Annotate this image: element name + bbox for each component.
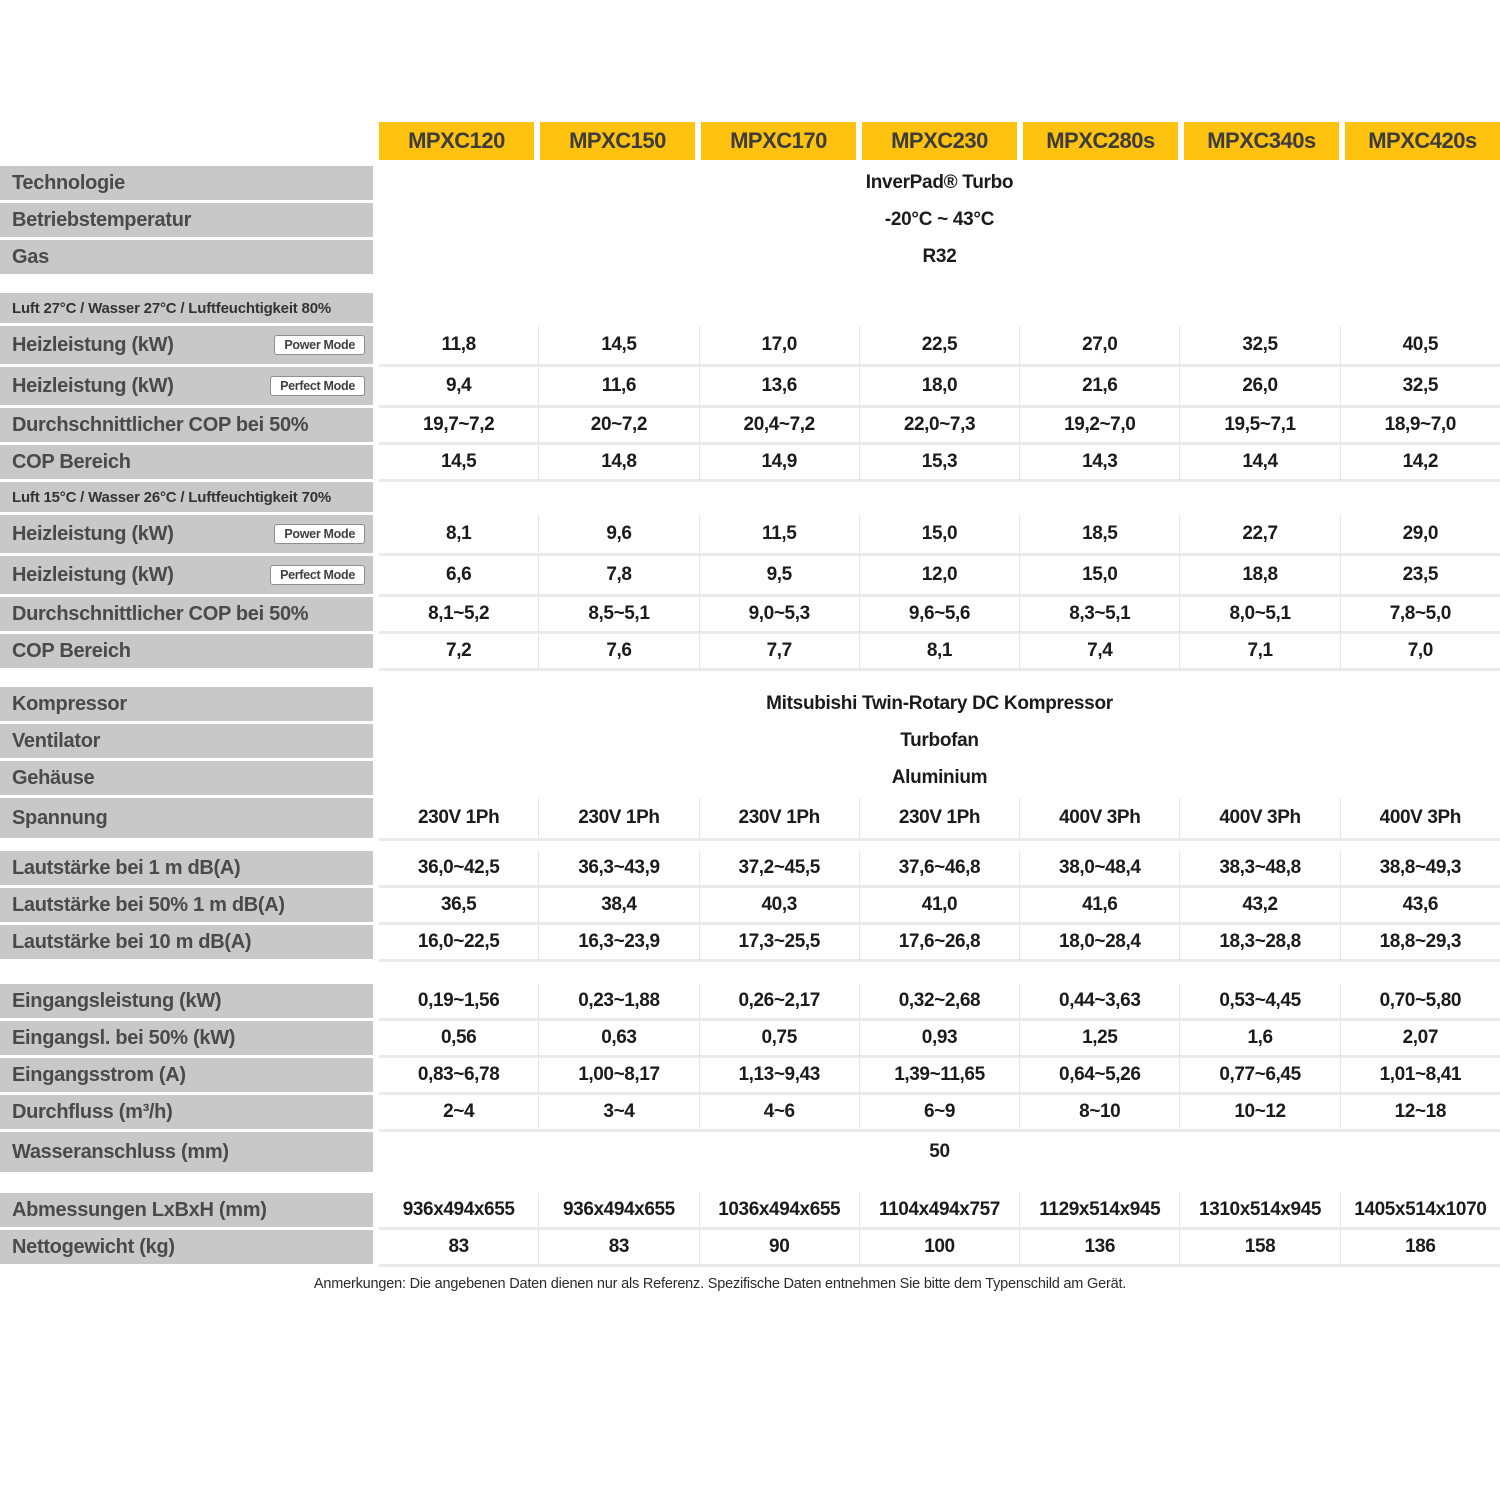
row-label bbox=[0, 166, 373, 200]
spec-value: 41,6 bbox=[1019, 888, 1179, 922]
value-cells bbox=[379, 925, 1500, 959]
column-header: MPXC340s bbox=[1184, 122, 1339, 160]
spec-value: 0,19~1,56 bbox=[379, 984, 538, 1018]
row-label-text: Heizleistung (kW) bbox=[12, 522, 174, 545]
spec-value: 90 bbox=[699, 1230, 859, 1264]
spec-value: 32,5 bbox=[1340, 367, 1500, 405]
column-header: MPXC170 bbox=[701, 122, 856, 160]
row-label bbox=[0, 984, 373, 1018]
row-label-text: COP Bereich bbox=[12, 639, 131, 662]
spec-value: 1310x514x945 bbox=[1179, 1193, 1339, 1227]
row-label-text: Luft 15°C / Wasser 26°C / Luftfeuchtigkeit 70% bbox=[12, 488, 331, 506]
spec-value: 18,0~28,4 bbox=[1019, 925, 1179, 959]
spec-value: 32,5 bbox=[1179, 326, 1339, 364]
spec-value: 400V 3Ph bbox=[1019, 798, 1179, 838]
table-row bbox=[0, 634, 1500, 668]
spec-value: 15,3 bbox=[859, 445, 1019, 479]
row-label-text: COP Bereich bbox=[12, 450, 131, 473]
row-label bbox=[0, 761, 373, 795]
row-label-text: Abmessungen LxBxH (mm) bbox=[12, 1198, 267, 1221]
spec-value: 8,1 bbox=[379, 515, 538, 553]
spec-value: 7,0 bbox=[1340, 634, 1500, 668]
table-row bbox=[0, 367, 1500, 405]
row-label-text: Eingangsl. bei 50% (kW) bbox=[12, 1026, 236, 1049]
value-cells bbox=[379, 634, 1500, 668]
spec-value: 8,5~5,1 bbox=[538, 597, 698, 631]
table-row bbox=[0, 888, 1500, 922]
value-cells bbox=[379, 408, 1500, 442]
value-cells bbox=[379, 445, 1500, 479]
spec-value: 8,0~5,1 bbox=[1179, 597, 1339, 631]
table-row bbox=[0, 1193, 1500, 1227]
spec-value: 1,39~11,65 bbox=[859, 1058, 1019, 1092]
spec-value: 43,6 bbox=[1340, 888, 1500, 922]
spec-value: 0,64~5,26 bbox=[1019, 1058, 1179, 1092]
spanning-value: 50 bbox=[379, 1132, 1500, 1172]
row-label-text: Technologie bbox=[12, 171, 125, 194]
spec-value: 0,77~6,45 bbox=[1179, 1058, 1339, 1092]
section-gap bbox=[0, 277, 1500, 293]
table-row bbox=[0, 408, 1500, 442]
spec-value: 100 bbox=[859, 1230, 1019, 1264]
value-cells bbox=[379, 556, 1500, 594]
spanning-value: -20°C ~ 43°C bbox=[379, 203, 1500, 237]
spec-value: 14,4 bbox=[1179, 445, 1339, 479]
table-row bbox=[0, 851, 1500, 885]
table-row bbox=[0, 925, 1500, 959]
spec-value: 21,6 bbox=[1019, 367, 1179, 405]
spec-value: 0,63 bbox=[538, 1021, 698, 1055]
spec-value: 8~10 bbox=[1019, 1095, 1179, 1129]
column-header: MPXC150 bbox=[540, 122, 695, 160]
spec-value: 0,26~2,17 bbox=[699, 984, 859, 1018]
spec-value: 400V 3Ph bbox=[1179, 798, 1339, 838]
spec-value: 40,5 bbox=[1340, 326, 1500, 364]
section-gap bbox=[0, 1175, 1500, 1193]
table-row bbox=[0, 1095, 1500, 1129]
spec-value: 14,3 bbox=[1019, 445, 1179, 479]
mode-badge: Perfect Mode bbox=[270, 565, 365, 586]
spec-table bbox=[0, 122, 1500, 1292]
spec-value: 18,5 bbox=[1019, 515, 1179, 553]
spec-value: 36,5 bbox=[379, 888, 538, 922]
row-label bbox=[0, 515, 373, 553]
spec-value: 14,9 bbox=[699, 445, 859, 479]
spec-value: 9,6 bbox=[538, 515, 698, 553]
spec-value: 83 bbox=[538, 1230, 698, 1264]
spec-value: 0,53~4,45 bbox=[1179, 984, 1339, 1018]
spec-value: 20,4~7,2 bbox=[699, 408, 859, 442]
row-label bbox=[0, 445, 373, 479]
spec-value: 16,3~23,9 bbox=[538, 925, 698, 959]
row-label bbox=[0, 367, 373, 405]
table-row bbox=[0, 1021, 1500, 1055]
row-label-text: Lautstärke bei 50% 1 m dB(A) bbox=[12, 893, 285, 916]
table-row bbox=[0, 445, 1500, 479]
table-row bbox=[0, 1132, 1500, 1172]
spec-value: 19,2~7,0 bbox=[1019, 408, 1179, 442]
table-row bbox=[0, 556, 1500, 594]
spec-value: 1,01~8,41 bbox=[1340, 1058, 1500, 1092]
spec-value: 1036x494x655 bbox=[699, 1193, 859, 1227]
row-label bbox=[0, 687, 373, 721]
row-label bbox=[0, 408, 373, 442]
spec-value: 7,7 bbox=[699, 634, 859, 668]
row-label bbox=[0, 1230, 373, 1264]
value-cells bbox=[379, 984, 1500, 1018]
table-row bbox=[0, 203, 1500, 237]
spec-value: 7,4 bbox=[1019, 634, 1179, 668]
row-label-text: Heizleistung (kW) bbox=[12, 374, 174, 397]
spec-value: 1,00~8,17 bbox=[538, 1058, 698, 1092]
row-label bbox=[0, 1132, 373, 1172]
row-label-text: Ventilator bbox=[12, 729, 101, 752]
table-row bbox=[0, 798, 1500, 838]
spec-value: 18,8~29,3 bbox=[1340, 925, 1500, 959]
spec-value: 13,6 bbox=[699, 367, 859, 405]
spec-value: 230V 1Ph bbox=[538, 798, 698, 838]
spec-value: 41,0 bbox=[859, 888, 1019, 922]
spec-value: 6~9 bbox=[859, 1095, 1019, 1129]
section-gap bbox=[0, 671, 1500, 687]
spec-value: 7,6 bbox=[538, 634, 698, 668]
spanning-value: Turbofan bbox=[379, 724, 1500, 758]
spec-value: 38,0~48,4 bbox=[1019, 851, 1179, 885]
spec-value: 20~7,2 bbox=[538, 408, 698, 442]
spec-value: 14,8 bbox=[538, 445, 698, 479]
table-row bbox=[0, 482, 1500, 512]
spec-value: 38,4 bbox=[538, 888, 698, 922]
column-header: MPXC280s bbox=[1023, 122, 1178, 160]
footnote: Anmerkungen: Die angebenen Daten dienen nur als Referenz. Spezifische Daten entnehmen Sie bitte dem Typenschild am Gerät. bbox=[313, 1276, 1127, 1292]
row-label bbox=[0, 798, 373, 838]
spec-value: 0,93 bbox=[859, 1021, 1019, 1055]
spec-value: 12,0 bbox=[859, 556, 1019, 594]
spec-value: 37,6~46,8 bbox=[859, 851, 1019, 885]
spec-value: 83 bbox=[379, 1230, 538, 1264]
spec-value: 0,56 bbox=[379, 1021, 538, 1055]
row-label-text: Lautstärke bei 10 m dB(A) bbox=[12, 930, 252, 953]
table-row bbox=[0, 687, 1500, 721]
table-row bbox=[0, 597, 1500, 631]
value-cells bbox=[379, 515, 1500, 553]
row-label bbox=[0, 326, 373, 364]
spec-value: 0,83~6,78 bbox=[379, 1058, 538, 1092]
row-label bbox=[0, 1058, 373, 1092]
spec-value: 16,0~22,5 bbox=[379, 925, 538, 959]
spec-value: 40,3 bbox=[699, 888, 859, 922]
spec-value: 400V 3Ph bbox=[1340, 798, 1500, 838]
row-label-text: Heizleistung (kW) bbox=[12, 333, 174, 356]
table-row bbox=[0, 515, 1500, 553]
row-label-text: Luft 27°C / Wasser 27°C / Luftfeuchtigkeit 80% bbox=[12, 299, 331, 317]
table-row bbox=[0, 761, 1500, 795]
spec-table-rows bbox=[0, 166, 1500, 1264]
mode-badge: Power Mode bbox=[274, 335, 365, 356]
spec-value: 186 bbox=[1340, 1230, 1500, 1264]
row-label bbox=[0, 851, 373, 885]
spanning-value: InverPad® Turbo bbox=[379, 166, 1500, 200]
spec-value: 7,1 bbox=[1179, 634, 1339, 668]
spec-value: 0,44~3,63 bbox=[1019, 984, 1179, 1018]
value-cells bbox=[379, 888, 1500, 922]
row-label-text: Betriebstemperatur bbox=[12, 208, 192, 231]
spec-value: 1129x514x945 bbox=[1019, 1193, 1179, 1227]
row-label bbox=[0, 1193, 373, 1227]
spec-value: 1104x494x757 bbox=[859, 1193, 1019, 1227]
row-label bbox=[0, 203, 373, 237]
spec-value: 11,5 bbox=[699, 515, 859, 553]
row-label-text: Lautstärke bei 1 m dB(A) bbox=[12, 856, 241, 879]
spec-value: 2~4 bbox=[379, 1095, 538, 1129]
section-header bbox=[0, 482, 373, 512]
spec-value: 22,7 bbox=[1179, 515, 1339, 553]
spec-value: 43,2 bbox=[1179, 888, 1339, 922]
spec-value: 18,0 bbox=[859, 367, 1019, 405]
spec-value: 936x494x655 bbox=[538, 1193, 698, 1227]
row-label-text: Kompressor bbox=[12, 692, 127, 715]
mode-badge: Perfect Mode bbox=[270, 376, 365, 397]
value-cells bbox=[379, 1021, 1500, 1055]
spec-value: 23,5 bbox=[1340, 556, 1500, 594]
mode-badge: Power Mode bbox=[274, 524, 365, 545]
table-row bbox=[0, 984, 1500, 1018]
value-cells bbox=[379, 1230, 1500, 1264]
row-label bbox=[0, 888, 373, 922]
row-label bbox=[0, 1095, 373, 1129]
spanning-value: Aluminium bbox=[379, 761, 1500, 795]
row-label-text: Wasseranschluss (mm) bbox=[12, 1140, 229, 1163]
spec-value: 14,5 bbox=[538, 326, 698, 364]
value-cells bbox=[379, 1095, 1500, 1129]
spec-value: 0,75 bbox=[699, 1021, 859, 1055]
spec-value: 7,8 bbox=[538, 556, 698, 594]
spec-value: 29,0 bbox=[1340, 515, 1500, 553]
row-label-text: Durchfluss (m³/h) bbox=[12, 1100, 173, 1123]
column-header: MPXC420s bbox=[1345, 122, 1500, 160]
spec-value: 7,2 bbox=[379, 634, 538, 668]
spec-value: 14,2 bbox=[1340, 445, 1500, 479]
spec-value: 9,5 bbox=[699, 556, 859, 594]
spec-value: 9,0~5,3 bbox=[699, 597, 859, 631]
row-label bbox=[0, 925, 373, 959]
spec-value: 27,0 bbox=[1019, 326, 1179, 364]
row-label-text: Heizleistung (kW) bbox=[12, 563, 174, 586]
spec-value: 8,1~5,2 bbox=[379, 597, 538, 631]
section-gap bbox=[0, 841, 1500, 851]
row-label-text: Eingangsstrom (A) bbox=[12, 1063, 186, 1086]
section-header bbox=[0, 293, 373, 323]
table-row bbox=[0, 1230, 1500, 1264]
value-cells bbox=[379, 367, 1500, 405]
spec-value: 8,3~5,1 bbox=[1019, 597, 1179, 631]
spec-value: 19,5~7,1 bbox=[1179, 408, 1339, 442]
column-header: MPXC230 bbox=[862, 122, 1017, 160]
spanning-value: Mitsubishi Twin-Rotary DC Kompressor bbox=[379, 687, 1500, 721]
row-label bbox=[0, 597, 373, 631]
row-label bbox=[0, 240, 373, 274]
spec-value: 136 bbox=[1019, 1230, 1179, 1264]
value-cells bbox=[379, 1193, 1500, 1227]
spec-value: 17,0 bbox=[699, 326, 859, 364]
spec-value: 230V 1Ph bbox=[379, 798, 538, 838]
spec-value: 230V 1Ph bbox=[699, 798, 859, 838]
spec-value: 22,5 bbox=[859, 326, 1019, 364]
row-label bbox=[0, 556, 373, 594]
spec-value: 15,0 bbox=[859, 515, 1019, 553]
spec-value: 18,9~7,0 bbox=[1340, 408, 1500, 442]
spec-value: 4~6 bbox=[699, 1095, 859, 1129]
table-row bbox=[0, 326, 1500, 364]
spec-value: 19,7~7,2 bbox=[379, 408, 538, 442]
spec-value: 3~4 bbox=[538, 1095, 698, 1129]
row-label bbox=[0, 634, 373, 668]
row-label-text: Durchschnittlicher COP bei 50% bbox=[12, 413, 309, 436]
spec-value: 8,1 bbox=[859, 634, 1019, 668]
spec-value: 0,70~5,80 bbox=[1340, 984, 1500, 1018]
row-label-text: Eingangsleistung (kW) bbox=[12, 989, 222, 1012]
table-row bbox=[0, 166, 1500, 200]
spec-value: 38,3~48,8 bbox=[1179, 851, 1339, 885]
spec-value: 38,8~49,3 bbox=[1340, 851, 1500, 885]
section-gap bbox=[0, 962, 1500, 984]
table-row bbox=[0, 240, 1500, 274]
spec-value: 7,8~5,0 bbox=[1340, 597, 1500, 631]
value-cells bbox=[379, 597, 1500, 631]
row-label bbox=[0, 1021, 373, 1055]
spec-value: 12~18 bbox=[1340, 1095, 1500, 1129]
column-header-row bbox=[0, 122, 1500, 160]
spec-value: 17,6~26,8 bbox=[859, 925, 1019, 959]
spec-value: 1405x514x1070 bbox=[1340, 1193, 1500, 1227]
spec-value: 230V 1Ph bbox=[859, 798, 1019, 838]
spec-value: 36,3~43,9 bbox=[538, 851, 698, 885]
spec-value: 2,07 bbox=[1340, 1021, 1500, 1055]
spec-value: 158 bbox=[1179, 1230, 1339, 1264]
spec-value: 0,23~1,88 bbox=[538, 984, 698, 1018]
spec-value: 26,0 bbox=[1179, 367, 1339, 405]
value-cells bbox=[379, 798, 1500, 838]
table-row bbox=[0, 724, 1500, 758]
spec-value: 14,5 bbox=[379, 445, 538, 479]
spec-value: 18,3~28,8 bbox=[1179, 925, 1339, 959]
spec-value: 1,25 bbox=[1019, 1021, 1179, 1055]
header-label-spacer bbox=[0, 122, 373, 160]
spec-value: 9,4 bbox=[379, 367, 538, 405]
row-label-text: Gehäuse bbox=[12, 766, 95, 789]
row-label-text: Durchschnittlicher COP bei 50% bbox=[12, 602, 309, 625]
spec-value: 22,0~7,3 bbox=[859, 408, 1019, 442]
value-cells bbox=[379, 851, 1500, 885]
row-label bbox=[0, 724, 373, 758]
table-row bbox=[0, 1058, 1500, 1092]
spec-value: 9,6~5,6 bbox=[859, 597, 1019, 631]
spanning-value: R32 bbox=[379, 240, 1500, 274]
column-header: MPXC120 bbox=[379, 122, 534, 160]
spec-value: 10~12 bbox=[1179, 1095, 1339, 1129]
spec-value: 1,13~9,43 bbox=[699, 1058, 859, 1092]
spec-value: 18,8 bbox=[1179, 556, 1339, 594]
value-cells bbox=[379, 1058, 1500, 1092]
spec-value: 11,8 bbox=[379, 326, 538, 364]
spec-value: 936x494x655 bbox=[379, 1193, 538, 1227]
table-row bbox=[0, 293, 1500, 323]
row-label-text: Spannung bbox=[12, 806, 108, 829]
spec-value: 6,6 bbox=[379, 556, 538, 594]
spec-value: 17,3~25,5 bbox=[699, 925, 859, 959]
spec-value: 1,6 bbox=[1179, 1021, 1339, 1055]
row-label-text: Nettogewicht (kg) bbox=[12, 1235, 175, 1258]
spec-value: 37,2~45,5 bbox=[699, 851, 859, 885]
row-label-text: Gas bbox=[12, 245, 49, 268]
spec-value: 36,0~42,5 bbox=[379, 851, 538, 885]
spec-value: 15,0 bbox=[1019, 556, 1179, 594]
spec-value: 11,6 bbox=[538, 367, 698, 405]
value-cells bbox=[379, 326, 1500, 364]
spec-value: 0,32~2,68 bbox=[859, 984, 1019, 1018]
